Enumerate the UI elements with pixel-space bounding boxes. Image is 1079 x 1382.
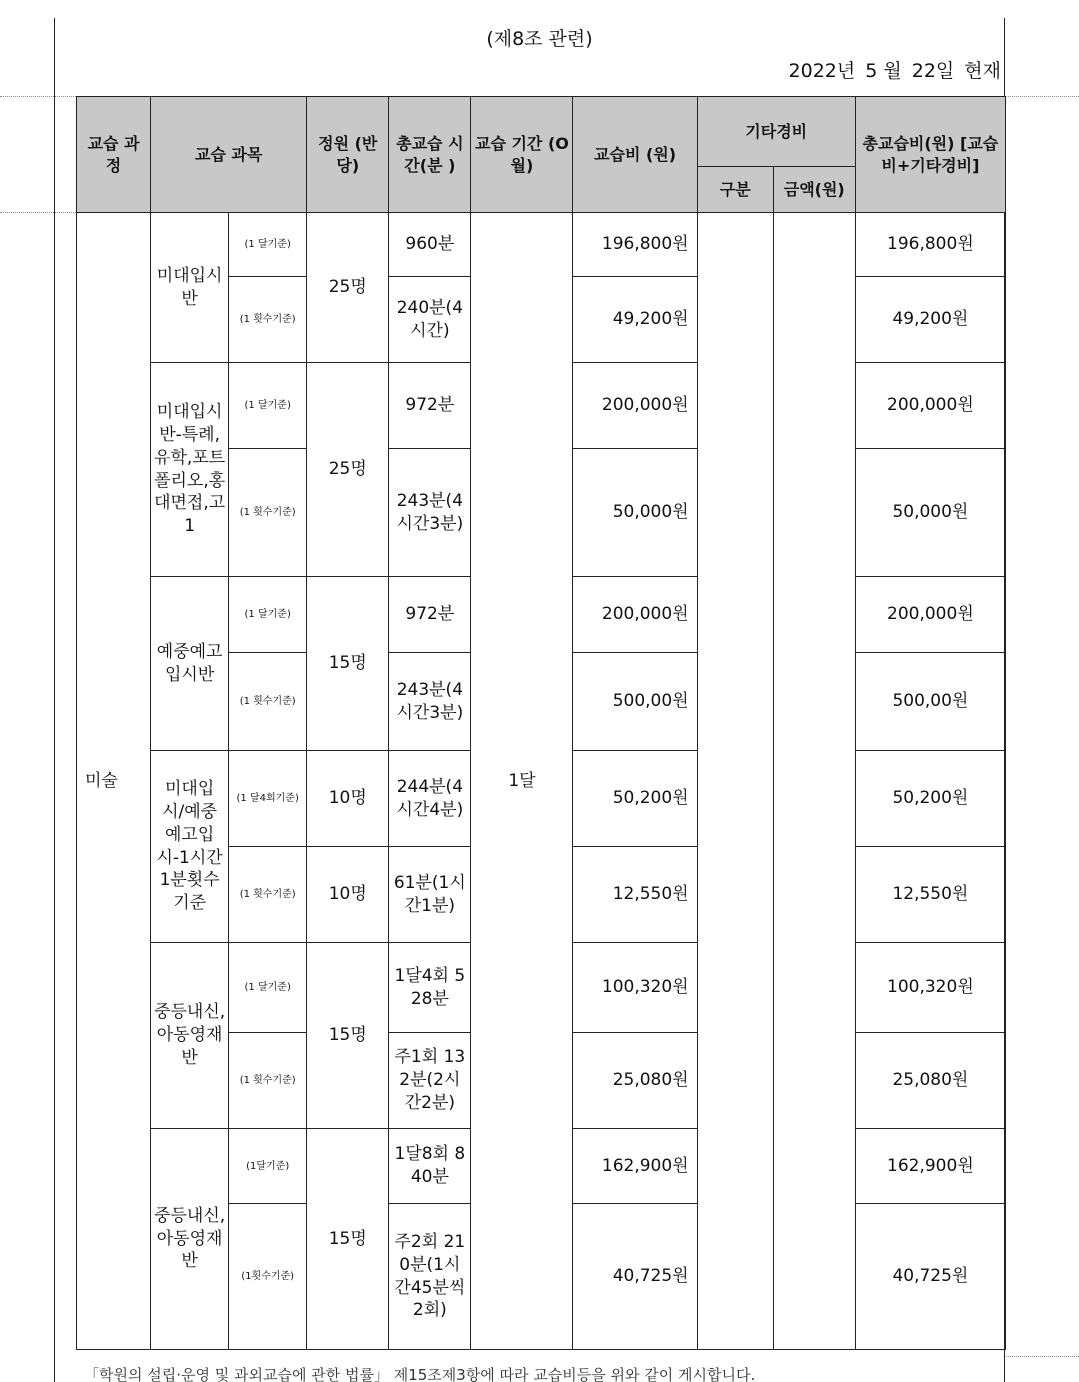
basis-label: (1 횟수기준) bbox=[229, 847, 307, 943]
total-time-value: 주2회 210분(1시간45분씩2회) bbox=[389, 1204, 471, 1350]
fee-value: 40,725원 bbox=[573, 1204, 697, 1350]
basis-label: (1달기준) bbox=[229, 1129, 307, 1204]
total-fee-value: 50,200원 bbox=[855, 751, 1005, 847]
header-course: 교습 과정 bbox=[77, 97, 151, 213]
period-value: 1달 bbox=[471, 213, 573, 1350]
page-border-left bbox=[54, 18, 55, 1382]
subject-name: 미대입시반 bbox=[151, 213, 229, 363]
total-time-value: 244분(4시간4분) bbox=[389, 751, 471, 847]
capacity-value: 15명 bbox=[307, 1129, 389, 1350]
fee-value: 49,200원 bbox=[573, 277, 697, 363]
fee-value: 12,550원 bbox=[573, 847, 697, 943]
other-type-value bbox=[697, 213, 773, 1350]
header-total-time: 총교습 시간(분 ) bbox=[389, 97, 471, 213]
fee-value: 500,00원 bbox=[573, 653, 697, 751]
course-name: 미술 bbox=[77, 213, 151, 1350]
fee-value: 196,800원 bbox=[573, 213, 697, 277]
total-fee-value: 200,000원 bbox=[855, 577, 1005, 653]
total-fee-value: 40,725원 bbox=[855, 1204, 1005, 1350]
date-month: 5 월 bbox=[865, 60, 902, 82]
total-fee-value: 200,000원 bbox=[855, 363, 1005, 449]
fee-value: 25,080원 bbox=[573, 1033, 697, 1129]
header-capacity: 정원 (반당) bbox=[307, 97, 389, 213]
total-fee-value: 50,000원 bbox=[855, 449, 1005, 577]
basis-label: (1 달기준) bbox=[229, 943, 307, 1033]
fee-value: 162,900원 bbox=[573, 1129, 697, 1204]
total-time-value: 972분 bbox=[389, 363, 471, 449]
total-time-value: 243분(4시간3분) bbox=[389, 449, 471, 577]
total-time-value: 1달8회 840분 bbox=[389, 1129, 471, 1204]
total-fee-value: 100,320원 bbox=[855, 943, 1005, 1033]
total-fee-value: 162,900원 bbox=[855, 1129, 1005, 1204]
capacity-value: 15명 bbox=[307, 943, 389, 1129]
basis-label: (1 횟수기준) bbox=[229, 1033, 307, 1129]
header-row bbox=[77, 97, 1006, 167]
fee-value: 200,000원 bbox=[573, 363, 697, 449]
basis-label: (1횟수기준) bbox=[229, 1204, 307, 1350]
fee-value: 50,200원 bbox=[573, 751, 697, 847]
total-time-value: 972분 bbox=[389, 577, 471, 653]
total-fee-value: 25,080원 bbox=[855, 1033, 1005, 1129]
capacity-value: 10명 bbox=[307, 751, 389, 847]
header-period: 교습 기간 (O월) bbox=[471, 97, 573, 213]
fee-value: 100,320원 bbox=[573, 943, 697, 1033]
date-suffix: 현재 bbox=[964, 60, 1001, 82]
total-time-value: 243분(4시간3분) bbox=[389, 653, 471, 751]
capacity-value: 25명 bbox=[307, 213, 389, 363]
fee-value: 200,000원 bbox=[573, 577, 697, 653]
header-total-fee: 총교습비(원) [교습비+기타경비] bbox=[855, 97, 1005, 213]
basis-label: (1 횟수기준) bbox=[229, 449, 307, 577]
header-other-amount: 금액(원) bbox=[773, 167, 855, 213]
subject-name: 미대입시/예중예고입시-1시간1분횟수기준 bbox=[151, 751, 229, 943]
as-of-date bbox=[779, 56, 1001, 83]
fee-value: 50,000원 bbox=[573, 449, 697, 577]
total-fee-value: 49,200원 bbox=[855, 277, 1005, 363]
total-fee-value: 12,550원 bbox=[855, 847, 1005, 943]
basis-label: (1 달기준) bbox=[229, 363, 307, 449]
basis-label: (1 달기준) bbox=[229, 577, 307, 653]
guide-line bbox=[0, 212, 76, 213]
subject-name: 중등내신,아동영재반 bbox=[151, 943, 229, 1129]
header-other-type: 구분 bbox=[697, 167, 773, 213]
date-day: 22일 bbox=[911, 60, 955, 82]
guide-line bbox=[1006, 1356, 1079, 1357]
subject-name: 미대입시반-특례,유학,포트폴리오,홍대면접,고1 bbox=[151, 363, 229, 577]
total-fee-value: 500,00원 bbox=[855, 653, 1005, 751]
total-time-value: 240분(4시간) bbox=[389, 277, 471, 363]
header-other-costs: 기타경비 bbox=[697, 97, 855, 167]
total-time-value: 61분(1시간1분) bbox=[389, 847, 471, 943]
capacity-value: 25명 bbox=[307, 363, 389, 577]
basis-label: (1 횟수기준) bbox=[229, 653, 307, 751]
subject-name: 중등내신,아동영재반 bbox=[151, 1129, 229, 1350]
guide-line bbox=[0, 96, 76, 97]
other-amount-value bbox=[773, 213, 855, 1350]
date-year: 2022년 bbox=[788, 60, 856, 82]
capacity-value: 15명 bbox=[307, 577, 389, 751]
capacity-value: 10명 bbox=[307, 847, 389, 943]
header-fee: 교습비 (원) bbox=[573, 97, 697, 213]
total-time-value: 960분 bbox=[389, 213, 471, 277]
header-subject: 교습 과목 bbox=[151, 97, 307, 213]
total-time-value: 1달4회 528분 bbox=[389, 943, 471, 1033]
guide-line bbox=[1006, 96, 1079, 97]
subject-name: 예중예고입시반 bbox=[151, 577, 229, 751]
total-time-value: 주1회 132분(2시간2분) bbox=[389, 1033, 471, 1129]
footer-note: 「학원의 설립·운영 및 과외교습에 관한 법률」 제15조제3항에 따라 교습비등을 위와 같이 게시합니다. bbox=[84, 1366, 756, 1382]
total-fee-value: 196,800원 bbox=[855, 213, 1005, 277]
table-row bbox=[77, 213, 1006, 277]
article-reference: (제8조 관련) bbox=[486, 28, 593, 50]
basis-label: (1 달4회기준) bbox=[229, 751, 307, 847]
basis-label: (1 달기준) bbox=[229, 213, 307, 277]
tuition-table bbox=[76, 96, 1006, 1350]
basis-label: (1 횟수기준) bbox=[229, 277, 307, 363]
